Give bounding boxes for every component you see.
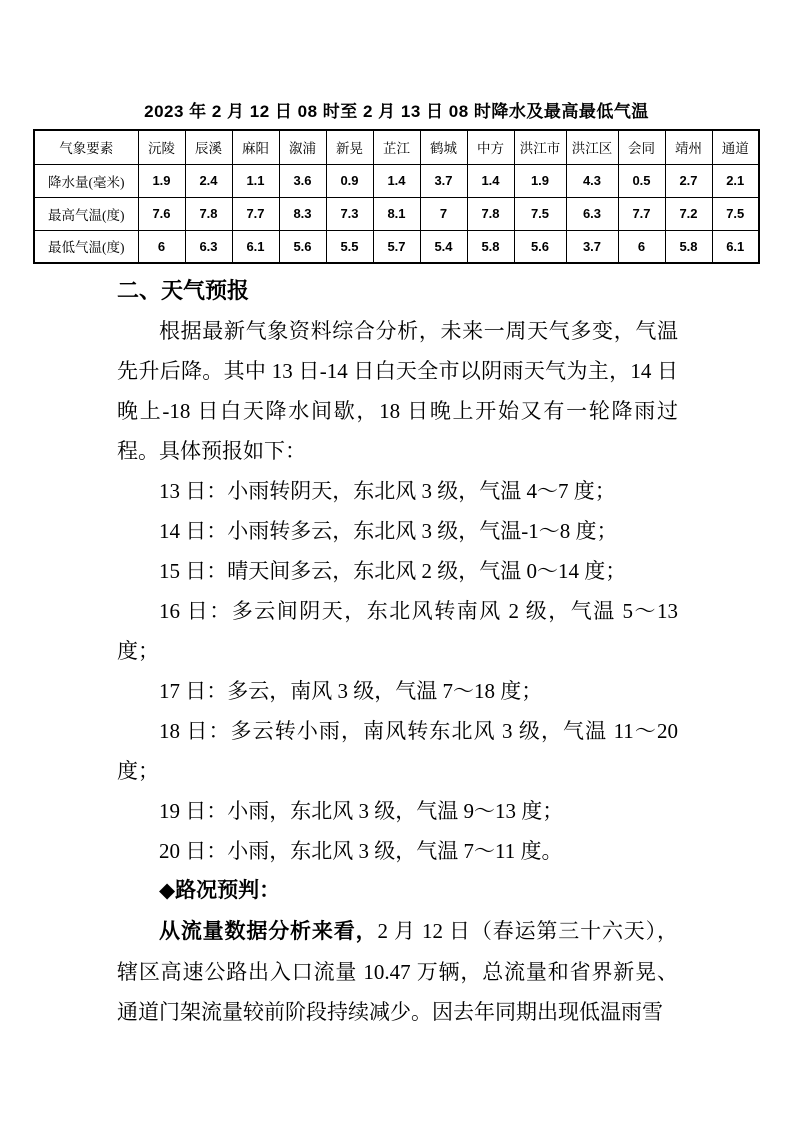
table-cell: 6.3 <box>185 230 232 263</box>
table-cell: 7 <box>420 197 467 230</box>
table-cell: 8.3 <box>279 197 326 230</box>
table-cell: 1.4 <box>467 164 514 197</box>
row-label: 最高气温(度) <box>34 197 138 230</box>
table-cell: 7.3 <box>326 197 373 230</box>
table-row-min-temp <box>34 230 759 263</box>
table-header-cell: 气象要素 <box>34 130 138 164</box>
row-label: 降水量(毫米) <box>34 164 138 197</box>
forecast-day-line: 16 日：多云间阴天，东北风转南风 2 级，气温 5～13 度； <box>117 599 678 663</box>
table-cell: 8.1 <box>373 197 420 230</box>
table-header-cell: 溆浦 <box>279 130 326 164</box>
table-cell: 3.6 <box>279 164 326 197</box>
forecast-day-line: 13 日：小雨转阴天，东北风 3 级，气温 4～7 度； <box>159 479 616 503</box>
table-cell: 7.5 <box>514 197 566 230</box>
table-cell: 6.1 <box>232 230 279 263</box>
table-cell: 5.8 <box>665 230 712 263</box>
forecast-day-line: 18 日：多云转小雨，南风转东北风 3 级，气温 11～20 度； <box>117 719 678 783</box>
table-header-row <box>34 130 759 164</box>
table-header-cell: 中方 <box>467 130 514 164</box>
table-header-cell: 洪江区 <box>566 130 618 164</box>
section-heading-forecast: 二、天气预报 <box>117 278 250 303</box>
table-cell: 6 <box>618 230 665 263</box>
road-paragraph-body: 2 月 12 日（春运第三十六天），辖区高速公路出入口流量 10.47 万辆，总流量和省界新晃、通道门架流量较前阶段持续减少。因去年同期出现低温雨雪 <box>117 919 678 1024</box>
table-cell: 1.9 <box>514 164 566 197</box>
table-cell: 7.5 <box>712 197 759 230</box>
table-cell: 2.7 <box>665 164 712 197</box>
table-cell: 1.1 <box>232 164 279 197</box>
forecast-intro-paragraph: 根据最新气象资料综合分析，未来一周天气多变，气温先升后降。其中 13 日-14 日白天全市以阴雨天气为主，14 日晚上-18 日白天降水间歇，18 日晚上开始又有一轮降雨过程。具体预报如下： <box>117 319 678 463</box>
table-cell: 0.9 <box>326 164 373 197</box>
forecast-day-line: 20 日：小雨，东北风 3 级，气温 7～11 度。 <box>159 839 563 863</box>
table-cell: 6 <box>138 230 185 263</box>
table-cell: 2.1 <box>712 164 759 197</box>
table-cell: 0.5 <box>618 164 665 197</box>
table-cell: 7.6 <box>138 197 185 230</box>
table-header-cell: 靖州 <box>665 130 712 164</box>
table-cell: 3.7 <box>566 230 618 263</box>
table-cell: 7.2 <box>665 197 712 230</box>
table-cell: 7.8 <box>185 197 232 230</box>
road-conditions-heading: ◆路况预判： <box>159 879 281 902</box>
table-header-cell: 鹤城 <box>420 130 467 164</box>
table-cell: 2.4 <box>185 164 232 197</box>
document-body <box>117 271 678 1032</box>
road-paragraph-lead: 从流量数据分析来看， <box>159 920 378 943</box>
table-cell: 5.6 <box>514 230 566 263</box>
forecast-day-line: 14 日：小雨转多云，东北风 3 级，气温-1～8 度； <box>159 519 618 543</box>
table-header-cell: 会同 <box>618 130 665 164</box>
table-cell: 3.7 <box>420 164 467 197</box>
table-cell: 5.6 <box>279 230 326 263</box>
table-header-cell: 辰溪 <box>185 130 232 164</box>
table-cell: 7.7 <box>618 197 665 230</box>
table-header-cell: 芷江 <box>373 130 420 164</box>
table-row-precipitation <box>34 164 759 197</box>
road-conditions-paragraph <box>117 911 678 1032</box>
table-header-cell: 麻阳 <box>232 130 279 164</box>
weather-table <box>33 129 760 264</box>
table-header-cell: 通道 <box>712 130 759 164</box>
table-title: 2023 年 2 月 12 日 08 时至 2 月 13 日 08 时降水及最高最低气温 <box>144 102 649 121</box>
table-row-max-temp <box>34 197 759 230</box>
table-cell: 5.8 <box>467 230 514 263</box>
forecast-day-line: 19 日：小雨，东北风 3 级，气温 9～13 度； <box>159 799 564 823</box>
table-header-cell: 洪江市 <box>514 130 566 164</box>
table-cell: 4.3 <box>566 164 618 197</box>
row-label: 最低气温(度) <box>34 230 138 263</box>
table-cell: 5.7 <box>373 230 420 263</box>
table-header-cell: 沅陵 <box>138 130 185 164</box>
table-cell: 6.3 <box>566 197 618 230</box>
table-cell: 5.4 <box>420 230 467 263</box>
forecast-day-line: 17 日：多云，南风 3 级，气温 7～18 度； <box>159 679 543 703</box>
table-cell: 7.8 <box>467 197 514 230</box>
table-cell: 1.4 <box>373 164 420 197</box>
table-cell: 7.7 <box>232 197 279 230</box>
table-cell: 5.5 <box>326 230 373 263</box>
table-cell: 6.1 <box>712 230 759 263</box>
table-cell: 1.9 <box>138 164 185 197</box>
table-header-cell: 新晃 <box>326 130 373 164</box>
forecast-day-line: 15 日：晴天间多云，东北风 2 级，气温 0～14 度； <box>159 559 627 583</box>
